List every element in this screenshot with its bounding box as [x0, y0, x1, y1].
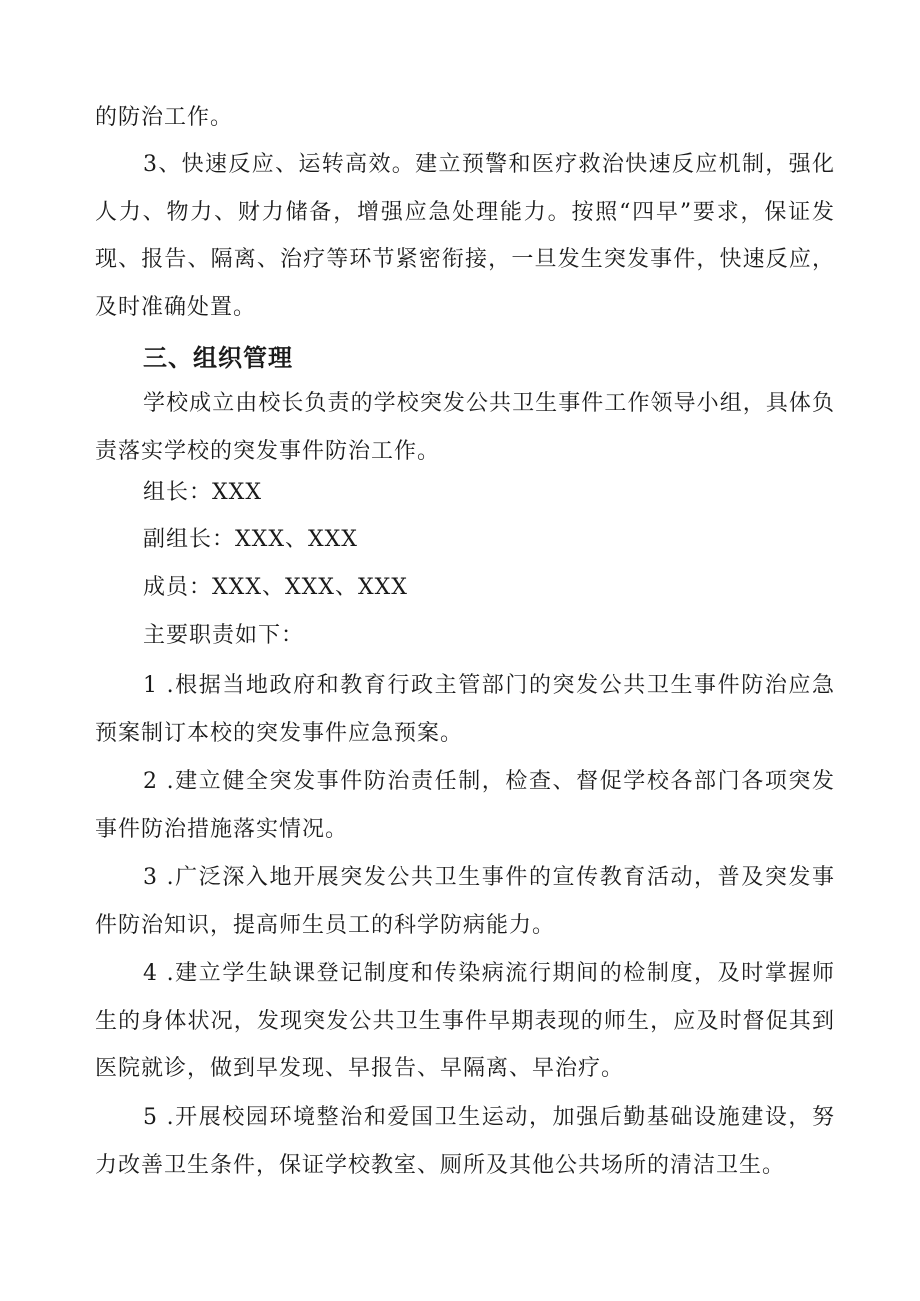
duty-item-1: 1 .根据当地政府和教育行政主管部门的突发公共卫生事件防治应急预案制订本校的突发事件应急预案。 [95, 673, 835, 746]
duty-item-4: 4 .建立学生缺课登记制度和传染病流行期间的检制度，及时掌握师生的身体状况，发现突发公共卫生事件早期表现的师生，应及时督促其到医院就诊，做到早发现、早报告、早隔离、早治疗。 [95, 961, 835, 1081]
members-line: 成员：XXX、XXX、XXX [143, 575, 408, 600]
paragraph-continuation: 的防治工作。 [95, 105, 234, 130]
duty-item-2: 2 .建立健全突发事件防治责任制，检查、督促学校各部门各项突发事件防治措施落实情况。 [95, 769, 835, 842]
deputy-leader-line: 副组长：XXX、XXX [143, 527, 358, 552]
section-heading: 三、组织管理 [143, 344, 293, 372]
paragraph-item-3: 3、快速反应、运转高效。建立预警和医疗救治快速反应机制，强化人力、物力、财力储备，增强应急处理能力。按照“四早”要求，保证发现、报告、隔离、治疗等环节紧密衔接，一旦发生突发事件，快速反应，及时准确处置。 [95, 152, 835, 320]
duty-item-3: 3 .广泛深入地开展突发公共卫生事件的宣传教育活动，普及突发事件防治知识，提高师生员工的科学防病能力。 [95, 865, 835, 938]
duty-item-5: 5 .开展校园环境整治和爱国卫生运动，加强后勤基础设施建设，努力改善卫生条件，保证学校教室、厕所及其他公共场所的清洁卫生。 [95, 1105, 835, 1178]
paragraph-organization: 学校成立由校长负责的学校突发公共卫生事件工作领导小组，具体负责落实学校的突发事件防治工作。 [95, 391, 835, 464]
leader-line: 组长：XXX [143, 480, 262, 505]
duties-intro: 主要职责如下： [143, 623, 305, 648]
